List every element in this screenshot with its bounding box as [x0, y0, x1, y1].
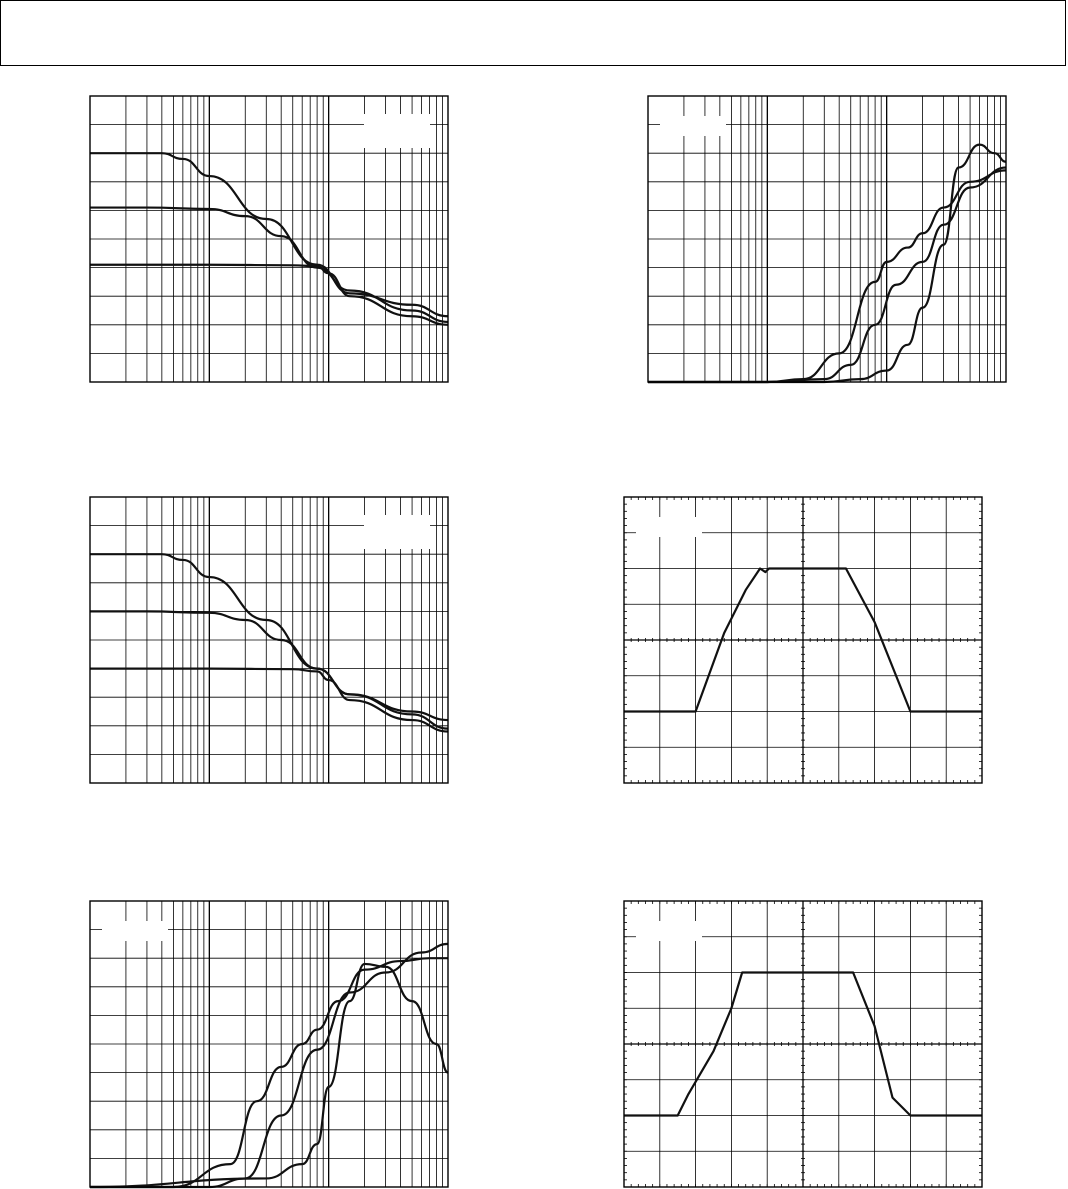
series-line-3 — [90, 265, 448, 325]
chart-bottom-right — [624, 901, 982, 1187]
legend-box — [660, 116, 726, 136]
series-line-1 — [90, 554, 448, 720]
chart-middle-right — [624, 497, 982, 783]
chart-top-right — [648, 96, 1006, 382]
legend-box — [636, 921, 702, 941]
header-frame — [0, 0, 1066, 66]
legend-box — [636, 517, 702, 537]
chart-top-left — [90, 96, 448, 382]
series-line-3 — [90, 669, 448, 732]
legend-box — [364, 114, 430, 148]
series-line-3 — [90, 964, 448, 1187]
series-line-1 — [90, 153, 448, 316]
chart-bottom-left — [90, 901, 448, 1187]
series-line-3 — [648, 145, 1006, 382]
series-line-2 — [90, 944, 448, 1187]
legend-box — [364, 515, 430, 549]
chart-middle-left — [90, 497, 448, 783]
legend-box — [102, 921, 168, 941]
